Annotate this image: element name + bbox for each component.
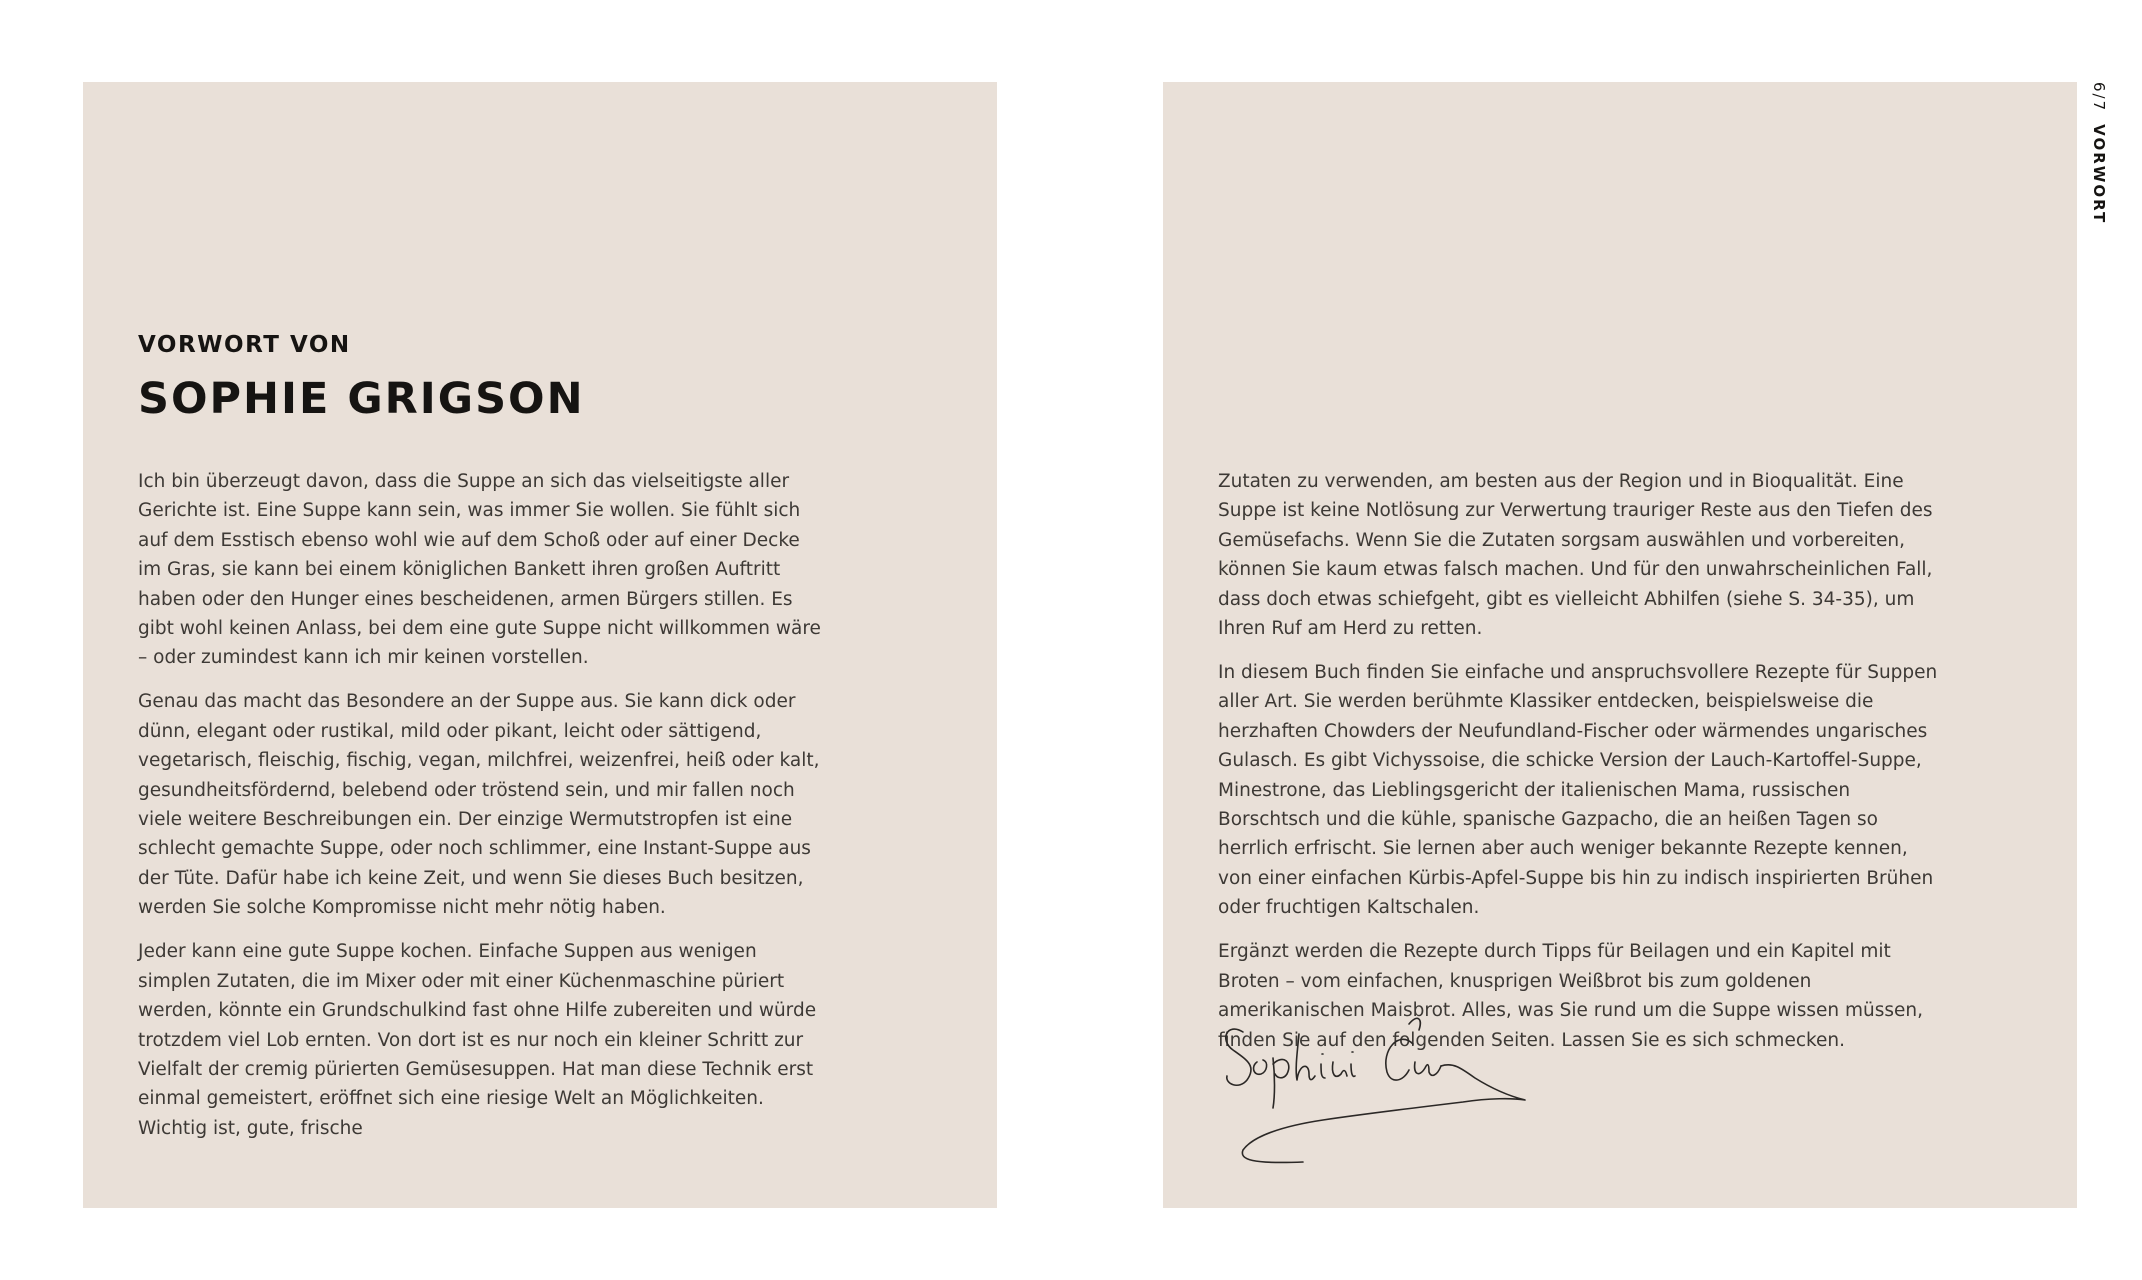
left-paragraph-1: Ich bin überzeugt davon, dass die Suppe an sich das vielseitigste aller Gerichte ist. Eine Suppe kann sein, was immer Sie wollen. Sie fühlt sich auf dem Esstisch ebenso wohl wie auf dem Schoß oder auf einer Decke im Gras, sie kann bei einem königlichen Bankett ihren großen Auftritt haben oder den Hunger eines bescheidenen, armen Bürgers stillen. Es gibt wohl keinen Anlass, bei dem eine gute Suppe nicht willkommen wäre – oder zumindest kann ich mir keinen vorstellen.: [138, 471, 821, 669]
running-header: [2080, 82, 2110, 282]
right-paragraph-2: In diesem Buch finden Sie einfache und anspruchsvollere Rezepte für Suppen aller Art. Sie werden berühmte Klassiker entdecken, beispielsweise die herzhaften Chowders der Neufundland-Fischer oder wärmendes ungarisches Gulasch. Es gibt Vichyssoise, die schicke Version der Lauch-Kartoffel-Suppe, Minestrone, das Lieblingsgericht der italienischen Mama, russischen Borschtsch und die kühle, spanische Gazpacho, die an heißen Tagen so herrlich erfrischt. Sie lernen aber auch weniger bekannte Rezepte kennen, von einer einfachen Kürbis-Apfel-Suppe bis hin zu indisch inspirierten Brühen oder fruchtigen Kaltschalen.: [1218, 662, 1938, 919]
author-title: SOPHIE GRIGSON: [138, 374, 585, 424]
handwritten-signature: [1213, 1004, 1543, 1174]
section-name: VORWORT: [2090, 124, 2108, 225]
right-body-text: [1218, 467, 1938, 1070]
left-body-text: [138, 467, 828, 1158]
right-page: [1163, 82, 2077, 1208]
page-numbers: 6/7: [2090, 82, 2108, 113]
left-page: [83, 82, 997, 1208]
right-paragraph-1: Zutaten zu verwenden, am besten aus der Region und in Bioqualität. Eine Suppe ist keine Notlösung zur Verwertung trauriger Reste aus den Tiefen des Gemüsefachs. Wenn Sie die Zutaten sorgsam auswählen und vorbereiten, können Sie kaum etwas falsch machen. Und für den unwahrscheinlichen Fall, dass doch etwas schiefgeht, gibt es vielleicht Abhilfen (siehe S. 34-35), um Ihren Ruf am Herd zu retten.: [1218, 471, 1933, 640]
right-paragraph-3: Ergänzt werden die Rezepte durch Tipps für Beilagen und ein Kapitel mit Broten – vom einfachen, knusprigen Weißbrot bis zum goldenen amerikanischen Maisbrot. Alles, was Sie rund um die Suppe wissen müssen, finden Sie auf den folgenden Seiten. Lassen Sie es sich schmecken.: [1218, 941, 1924, 1051]
left-paragraph-3: Jeder kann eine gute Suppe kochen. Einfache Suppen aus wenigen simplen Zutaten, die im Mixer oder mit einer Küchenmaschine püriert werden, könnte ein Grundschulkind fast ohne Hilfe zubereiten und würde trotzdem viel Lob ernten. Von dort ist es nur noch ein kleiner Schritt zur Vielfalt der cremig pürierten Gemüsesuppen. Hat man diese Technik erst einmal gemeistert, eröffnet sich eine riesige Welt an Möglichkeiten. Wichtig ist, gute, frische: [138, 941, 817, 1139]
left-paragraph-2: Genau das macht das Besondere an der Suppe aus. Sie kann dick oder dünn, elegant oder rustikal, mild oder pikant, leicht oder sättigend, vegetarisch, fleischig, fischig, vegan, milchfrei, weizenfrei, heiß oder kalt, gesundheitsfördernd, belebend oder tröstend sein, und mir fallen noch viele weitere Beschreibungen ein. Der einzige Wermutstropfen ist eine schlecht gemachte Suppe, oder noch schlimmer, eine Instant-Suppe aus der Tüte. Dafür habe ich keine Zeit, und wenn Sie dieses Buch besitzen, werden Sie solche Kompromisse nicht mehr nötig haben.: [138, 691, 820, 919]
foreword-kicker: VORWORT VON: [138, 332, 351, 358]
